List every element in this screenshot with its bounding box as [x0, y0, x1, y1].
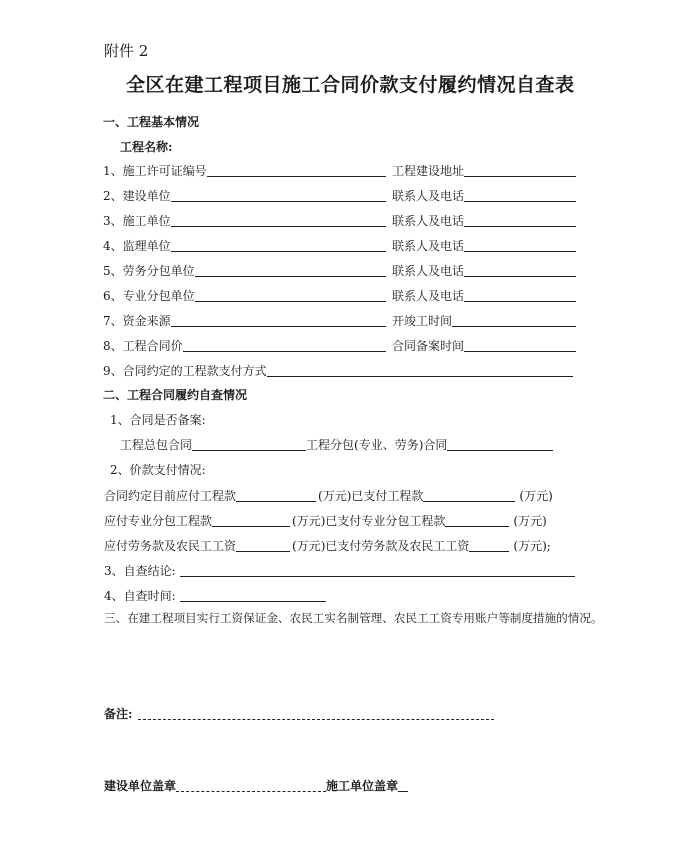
pay-row-3: [104, 539, 551, 552]
remarks-row: [104, 707, 494, 720]
project-name-label: 工程名称:: [120, 140, 173, 154]
info-row-contact-field[interactable]: [464, 264, 576, 277]
info-row-contact-label: 联系人及电话: [392, 289, 465, 303]
remarks-label: 备注:: [104, 707, 133, 721]
info-row-field[interactable]: [171, 214, 386, 227]
pay-row-2: [104, 514, 547, 527]
info-row-contact-label: 联系人及电话: [392, 239, 465, 253]
sub-contract-field[interactable]: [447, 438, 553, 451]
info-row-field[interactable]: [195, 289, 386, 302]
info-row-contact-field[interactable]: [464, 214, 576, 227]
section1-heading: 一、工程基本情况: [103, 115, 200, 129]
info-row-contact-label: 联系人及电话: [392, 214, 465, 228]
sub-contract-label: 工程分包(专业、劳务)合同: [306, 438, 448, 452]
contract-filing-row: [120, 438, 553, 451]
info-row-field[interactable]: [171, 239, 386, 252]
paid-label: 已支付专业分包工程款: [325, 514, 446, 528]
info-row-contact-label: 合同备案时间: [392, 339, 465, 353]
unit-label: (万元): [292, 514, 326, 528]
paid-label: 已支付工程款: [351, 489, 424, 503]
info-row: [103, 264, 576, 277]
info-row-field[interactable]: [171, 189, 386, 202]
info-row-field[interactable]: [183, 339, 386, 352]
general-contract-label: 工程总包合同: [120, 438, 193, 452]
info-row-contact-label: 开竣工时间: [392, 314, 453, 328]
paid-field[interactable]: [445, 514, 509, 527]
unit-label: (万元);: [513, 539, 551, 553]
info-row-contact-field[interactable]: [452, 314, 576, 327]
check-time-row: [104, 589, 326, 602]
info-row-label: 1、施工许可证编号: [103, 164, 207, 178]
info-row-label: 8、工程合同价: [103, 339, 183, 353]
info-row-label: 6、专业分包单位: [103, 289, 195, 303]
info-row-field[interactable]: [171, 314, 386, 327]
info-row-field[interactable]: [195, 264, 386, 277]
pay-row-label: 应付劳务款及农民工工资: [104, 539, 237, 553]
info-row: [103, 314, 576, 327]
info-row-contact-label: 工程建设地址: [392, 164, 465, 178]
construction-unit-seal-label: 建设单位盖章: [104, 779, 177, 793]
payment-method-field[interactable]: [267, 364, 573, 377]
info-row-label: 7、资金来源: [103, 314, 171, 328]
info-row-field[interactable]: [207, 164, 386, 177]
attachment-label: 附件 2: [104, 42, 149, 60]
info-row-label: 5、劳务分包单位: [103, 264, 195, 278]
pay-row-field[interactable]: [212, 514, 290, 527]
check-time-label: 4、自查时间:: [104, 589, 176, 603]
section3-heading: 三、在建工程项目实行工资保证金、农民工实名制管理、农民工工资专用账户等制度措施的情况。: [104, 611, 603, 625]
info-row-contact-field[interactable]: [464, 164, 576, 177]
unit-label: (万元): [513, 514, 547, 528]
pay-row-field[interactable]: [236, 539, 290, 552]
info-row: [103, 214, 576, 227]
payment-method-row: [103, 364, 573, 377]
general-contract-field[interactable]: [192, 438, 306, 451]
paid-label: 已支付劳务款及农民工工资: [325, 539, 470, 553]
info-row: [103, 289, 576, 302]
info-row-label: 2、建设单位: [103, 189, 171, 203]
pay-row-1: [104, 489, 553, 502]
sign-row: [104, 779, 408, 792]
payment-method-label: 9、合同约定的工程款支付方式: [103, 364, 267, 378]
info-row: [103, 164, 576, 177]
conclusion-field[interactable]: [180, 564, 575, 577]
check-time-field[interactable]: [180, 589, 326, 602]
section2-heading: 二、工程合同履约自查情况: [103, 388, 248, 402]
info-row-contact-field[interactable]: [464, 239, 576, 252]
info-row-contact-label: 联系人及电话: [392, 189, 465, 203]
unit-label: (万元): [318, 489, 352, 503]
conclusion-row: [104, 564, 575, 577]
construction-unit-seal-field[interactable]: [176, 779, 326, 792]
info-row: [103, 189, 576, 202]
info-row-contact-field[interactable]: [464, 189, 576, 202]
paid-field[interactable]: [469, 539, 509, 552]
conclusion-label: 3、自查结论:: [104, 564, 176, 578]
page-title: 全区在建工程项目施工合同价款支付履约情况自查表: [126, 74, 575, 96]
pay-row-field[interactable]: [236, 489, 316, 502]
info-row-contact-field[interactable]: [464, 289, 576, 302]
info-row-label: 3、施工单位: [103, 214, 171, 228]
info-row: [103, 239, 576, 252]
payment-status-label: 2、价款支付情况:: [110, 463, 206, 477]
unit-label: (万元): [292, 539, 326, 553]
contract-filed-label: 1、合同是否备案:: [110, 413, 206, 427]
pay-row-label: 应付专业分包工程款: [104, 514, 213, 528]
pay-row-label: 合同约定目前应付工程款: [104, 489, 237, 503]
info-row-label: 4、监理单位: [103, 239, 171, 253]
contractor-seal-field[interactable]: [398, 779, 408, 792]
contractor-seal-label: 施工单位盖章: [326, 779, 399, 793]
info-row-contact-label: 联系人及电话: [392, 264, 465, 278]
unit-label: (万元): [519, 489, 553, 503]
info-row-contact-field[interactable]: [464, 339, 576, 352]
remarks-field[interactable]: [138, 707, 494, 720]
info-row: [103, 339, 576, 352]
paid-field[interactable]: [423, 489, 515, 502]
